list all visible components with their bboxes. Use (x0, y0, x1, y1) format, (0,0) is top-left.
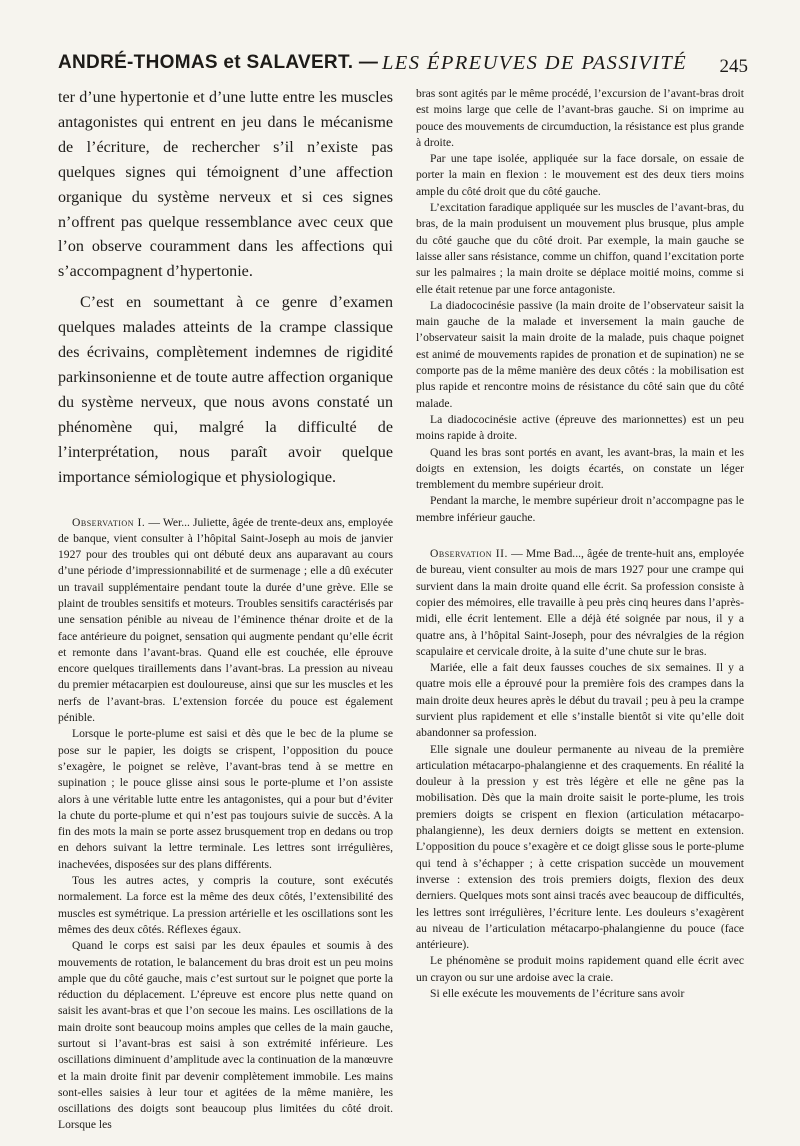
paragraph-diadococinesie-active: La diadococinésie active (épreuve des marionnettes) est un peu moins rapide à droite. (416, 412, 744, 443)
observation-1-paragraph (58, 515, 393, 727)
page-number: 245 (719, 56, 748, 77)
paragraph-rotation: Quand le corps est saisi par les deux épaules et soumis à des mouvements de rotation, le balancement du bras droit est un peu moins ample que du côté gauche, mais c’est surtout sur le poignet que porte la réduction du déplacement. L’épreuve est encore plus nette quand on saisit les avant-bras et que l’on secoue les mains. Les oscillations de la main droite sont beaucoup moins amples que celles de la main gauche, surtout si l’avant-bras est saisi à son extrémité inférieure. Les oscillations diminuent d’amplitude avec la continuation de la manœuvre et la main droite finit par devenir complètement immobile. Les mains sont-elles saisies à leur tour et agitées de la même manière, les oscillations des doigts sont beaucoup plus limitées du côté droit. Lorsque les (58, 939, 393, 1132)
paragraph-bras-continued: bras sont agités par le même procédé, l’excursion de l’avant-bras droit est moins large que celle de l’avant-bras gauche. Si on imprime au pouce des mouvements de circumduction, la résistance est plus grande à droite. (416, 87, 744, 149)
right-column (416, 86, 744, 1002)
intro-paragraph: C’est en soumettant à ce genre d’examen quelques malades atteints de la crampe classique des écrivains, complètement indemnes de rigidité parkinsonienne et de toute autre affection organique du système nerveux, que nous avons constaté un phénomène qui, malgré la difficulté de l’interprétation, nous paraît avoir quelque importance sémiologique et physiologique. (58, 294, 393, 486)
intro-paragraph-continued: ter d’une hypertonie et d’une lutte entre les muscles antagonistes qui entrent en jeu dans le mécanisme de l’écriture, de rechercher s’il n’existe pas quelques signes qui témoignent d’une affection organique du système nerveux et si ces signes n’offrent pas quelque ressemblance avec ceux que l’on observe couramment dans les affections qui s’accompagnent d’hypertonie. (58, 89, 393, 281)
paragraph-bras-en-avant: Quand les bras sont portés en avant, les avant-bras, la main et les doigts en extension, les doigts écartés, on constate un léger tremblement du membre supérieur droit. (416, 445, 744, 492)
header-authors: ANDRÉ-THOMAS et SALAVERT. — (58, 52, 379, 73)
paragraph-marche: Pendant la marche, le membre supérieur droit n’accompagne pas le membre inférieur gauche. (416, 494, 744, 524)
observation-2-text: — Mme Bad..., âgée de trente-huit ans, employée de bureau, vient consulter au mois de mars 1927 pour une crampe qui survient dans la main droite quand elle écrit. Sa profession consiste à copier des mémoires, elle travaille à peu près cinq heures dans l’après-midi, elle écrit lentement. Elle a déjà été soignée par nous, il y a quatre ans, à l’hôpital Saint-Joseph, pour des névralgies de la région scapulaire et cervicale droite, à la suite d’une chute sur le bras. (416, 547, 744, 658)
observation-1-text: — Wer... Juliette, âgée de trente-deux ans, employée de banque, vient consulter à l’hôpital Saint-Joseph au mois de janvier 1927 pour des troubles qui ont débuté deux ans auparavant au cours d’une période d’impressionnabilité et de surmenage ; elle a dû exécuter un travail supplémentaire pendant toute la durée d’une grève. Elle se plaint de troubles sensitifs et moteurs. Troubles sensitifs caractérisés par une sensation pénible au niveau de l’éminence thénar droite et de la face antérieure du poignet, sensation qui augmente pendant qu’elle écrit et remonte dans l’avant-bras. Quand elle est couchée, elle éprouve encore quelques tiraillements dans l’avant-bras. La pression au niveau du premier métacarpien est douloureuse, ainsi que sur les muscles et les nerfs de l’avant-bras. L’extension forcée du pouce est également pénible. (58, 515, 394, 725)
paragraph-autres-actes: Tous les autres actes, y compris la couture, sont exécutés normalement. La force est la même des deux côtés, l’extensibilité des muscles est symétrique. La pression artérielle et les oscillations sont les mêmes des deux côtés. Réflexes égaux. (58, 874, 393, 936)
paragraph-douleur: Elle signale une douleur permanente au niveau de la première articulation métacarpo-phalangienne et des craquements. En réalité la douleur à la pression y est très légère et elle ne gêne pas la mobilisation. Dès que la main droite saisit le porte-plume, les trois premiers doigts se crispent en flexion (articulation métacarpo-phalangienne), les deux derniers doigts se mettent en extension. L’opposition du pouce s’exagère et ce doigt glisse sous le porte-plume qui tend à s’échapper ; à cette crispation succède un mouvement inverse : extension des trois premiers doigts, flexion des deux derniers. Quelques mots sont ainsi tracés avec beaucoup de difficultés, les lettres sont irrégulières, l’écriture lente. Les douleurs s’exagèrent au niveau de l’articulation métacarpo-phalangienne du pouce (face antérieure). (416, 742, 744, 952)
paragraph-ecriture: Si elle exécute les mouvements de l’écriture sans avoir (430, 987, 685, 1001)
paragraph-excitation: L’excitation faradique appliquée sur les muscles de l’avant-bras, du bras, de la main produisent un mouvement plus brusque, plus ample du côté gauche que du côté droit. Par exemple, la main gauche se laisse aller sans résistance, comme un chiffon, quand l’excitation porte sur les palmaires ; la main droite se déplace moitié moins, comme si elle était retenue par une force antagoniste. (416, 201, 744, 296)
paragraph-mariee: Mariée, elle a fait deux fausses couches de six semaines. Il y a quatre mois elle a éprouvé pour la première fois des crampes dans la main droite deux heures après le début du travail ; peu à peu la crampe survient plus rapidement et elle s’installe bientôt si vite qu’elle doit abandonner sa profession. (416, 661, 744, 740)
observation-1-label: Observation I. (72, 515, 146, 529)
paragraph-porte-plume: Lorsque le porte-plume est saisi et dès que le bec de la plume se pose sur le papier, les doigts se crispent, l’opposition du pouce s’exagère, le poignet se relève, l’avant-bras tend à se mettre en supination ; le pouce glisse ainsi sous le porte-plume et l’on assiste alors à une véritable lutte entre les antagonistes, qui a pour but d’éviter la chute du porte-plume et qui n’est pas toujours suivie de succès. A la fin des mots la main se porte assez brusquement trop en dedans ou trop en dehors suivant la lettre terminale. Les lettres sont irrégulières, inachevées, disposées sur des plans différents. (58, 727, 393, 871)
paragraph-diadococinesie-passive: La diadococinésie passive (la main droite de l’observateur saisit la main gauche de la malade et inversement la main gauche de l’observateur saisit la main droite de la malade, puis chaque poignet est animé de mouvements rapides de pronation et de supination) ne se comporte pas de la même manière des deux côtés : la mobilisation est plus rapide et rencontre moins de résistance du côté sain que du côté malade. (416, 298, 744, 410)
observation-2-paragraph (416, 546, 744, 660)
running-header (58, 52, 748, 88)
left-column (58, 86, 393, 1134)
paragraph-phenomene: Le phénomène se produit moins rapidement quand elle écrit avec un crayon ou sur une ardoise avec la craie. (416, 954, 744, 984)
observation-2-label: Observation II. (430, 547, 508, 561)
paragraph-tape: Par une tape isolée, appliquée sur la face dorsale, on essaie de porter la main en flexion : le mouvement est des deux tiers moins ample du côté droit que du côté gauche. (416, 152, 744, 198)
header-title: LES ÉPREUVES DE PASSIVITÉ (382, 52, 688, 74)
